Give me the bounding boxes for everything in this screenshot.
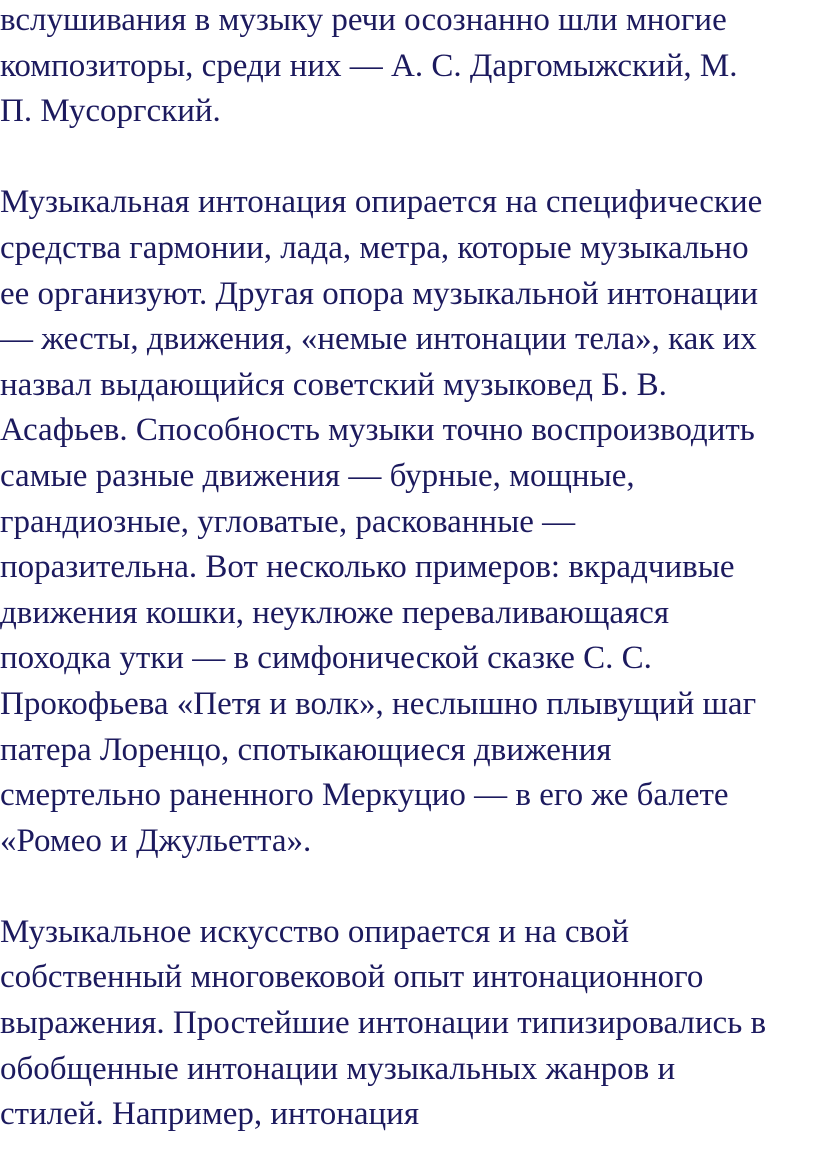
text-line: средства гармонии, лада, метра, которые музыкально — [0, 229, 749, 266]
text-line: выражения. Простейшие интонации типизировались в — [0, 1005, 767, 1042]
text-line: патера Лоренцо, спотыкающиеся движения — [0, 731, 612, 768]
paragraph-spacer — [0, 864, 816, 910]
text-line: поразительна. Вот несколько примеров: вкрадчивые — [0, 549, 735, 586]
text-line: ее организуют. Другая опора музыкальной интонации — [0, 275, 759, 312]
text-line: П. Мусоргский. — [0, 93, 221, 130]
text-line: собственный многовековой опыт интонационного — [0, 959, 704, 996]
text-line: самые разные движения — бурные, мощные, — [0, 457, 635, 494]
text-line: Асафьев. Способность музыки точно воспроизводить — [0, 412, 755, 449]
text-line: смертельно раненного Меркуцио — в его же балете — [0, 777, 729, 814]
text-line: композиторы, среди них — А. С. Даргомыжский, М. — [0, 47, 738, 84]
paragraph-1 — [0, 0, 816, 135]
text-line: — жесты, движения, «немые интонации тела», как их — [0, 321, 757, 358]
text-line: Музыкальная интонация опирается на специфические — [0, 184, 763, 221]
text-line: Музыкальное искусство опирается и на свой — [0, 913, 630, 950]
text-line: движения кошки, неуклюже переваливающаяся — [0, 594, 670, 631]
text-line: назвал выдающийся советский музыковед Б. В. — [0, 366, 667, 403]
paragraph-spacer — [0, 135, 816, 181]
paragraph-3 — [0, 910, 816, 1138]
text-line: Прокофьева «Петя и волк», неслышно плывущий шаг — [0, 685, 757, 722]
text-line: грандиозные, угловатые, раскованные — — [0, 503, 576, 540]
text-line: обобщенные интонации музыкальных жанров и — [0, 1050, 676, 1087]
text-line: вслушивания в музыку речи осознанно шли многие — [0, 2, 727, 38]
text-line: «Ромео и Джульетта». — [0, 822, 312, 859]
paragraph-2 — [0, 180, 816, 864]
text-line: стилей. Например, интонация — [0, 1096, 420, 1133]
text-line: походка утки — в симфонической сказке С. С. — [0, 640, 652, 677]
